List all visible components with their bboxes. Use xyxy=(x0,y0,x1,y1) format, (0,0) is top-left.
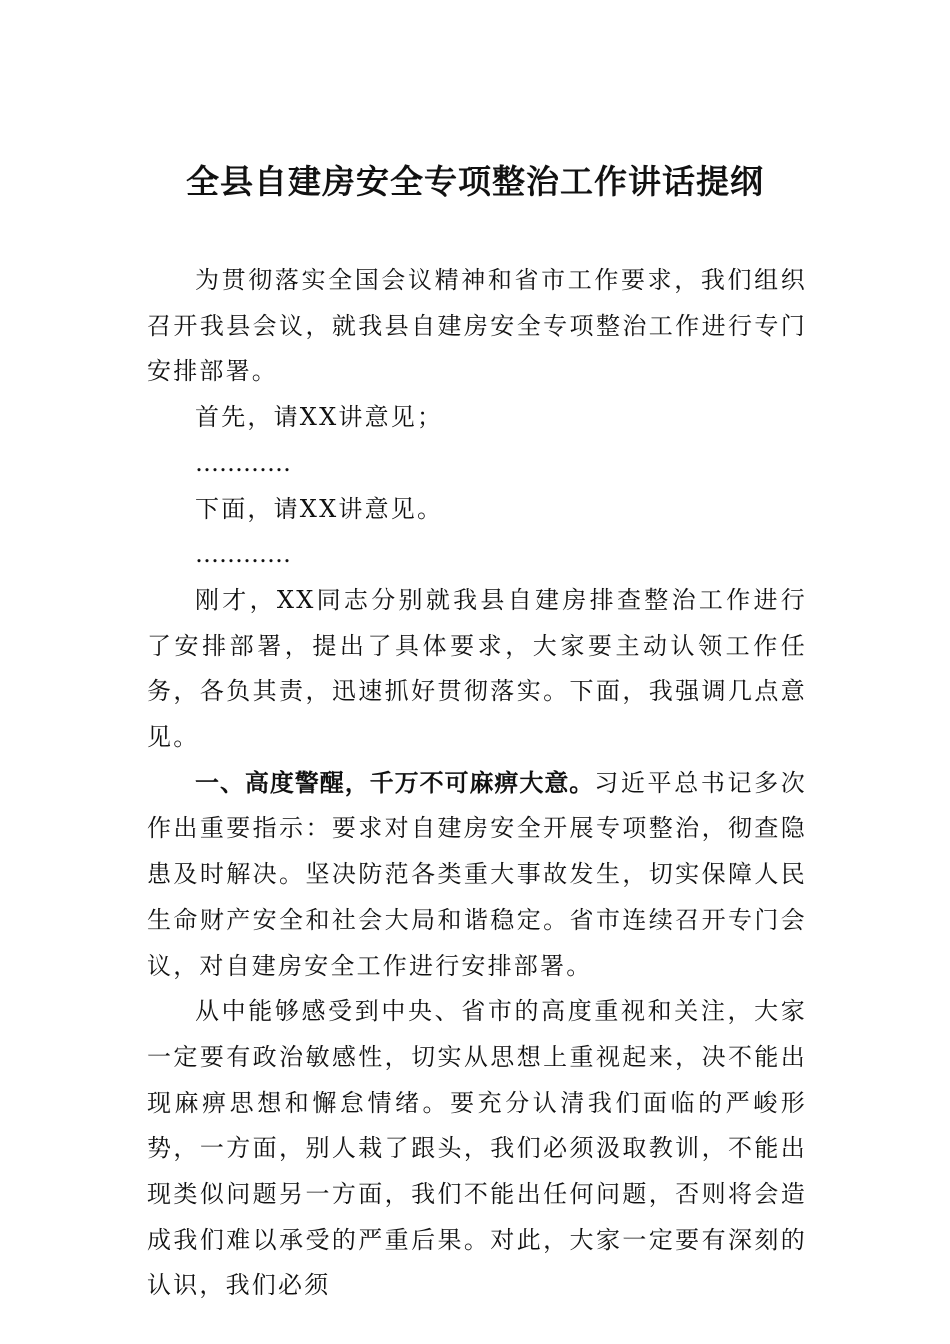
continuation-paragraph: 从中能够感受到中央、省市的高度重视和关注，大家一定要有政治敏感性，切实从思想上重视起来，决不能出现麻痹思想和懈怠情绪。要充分认清我们面临的严峻形势，一方面，别人栽了跟头，我们必须汲取教训，不能出现类似问题另一方面，我们不能出任何问题，否则将会造成我们难以承受的严重后果。对此，大家一定要有深刻的认识，我们必须 xyxy=(147,997,807,1300)
intro-paragraph: 为贯彻落实全国会议精神和省市工作要求，我们组织召开我县会议，就我县自建房安全专项整治工作进行专门安排部署。 xyxy=(147,266,807,386)
section-one-paragraph xyxy=(147,761,807,990)
section-one-heading: 一、高度警醒，千万不可麻痹大意。 xyxy=(195,768,595,797)
summary-paragraph: 刚才，XX同志分别就我县自建房排查整治工作进行了安排部署，提出了具体要求，大家要主动认领工作任务，各负其责，迅速抓好贯彻落实。下面，我强调几点意见。 xyxy=(147,585,807,752)
ellipsis-line: ………… xyxy=(195,448,291,477)
speaker-first-line: 首先，请XX讲意见； xyxy=(195,403,444,432)
document-title: 全县自建房安全专项整治工作讲话提纲 xyxy=(186,162,764,201)
speaker-next-line: 下面，请XX讲意见。 xyxy=(195,494,444,523)
ellipsis-line: ………… xyxy=(195,540,291,569)
document-body xyxy=(147,258,807,1309)
section-one-text: 习近平总书记多次作出重要指示：要求对自建房安全开展专项整治，彻查隐患及时解决。坚决防范各类重大事故发生，切实保障人民生命财产安全和社会大局和谐稳定。省市连续召开专门会议，对自建房安全工作进行安排部署。 xyxy=(147,768,807,980)
